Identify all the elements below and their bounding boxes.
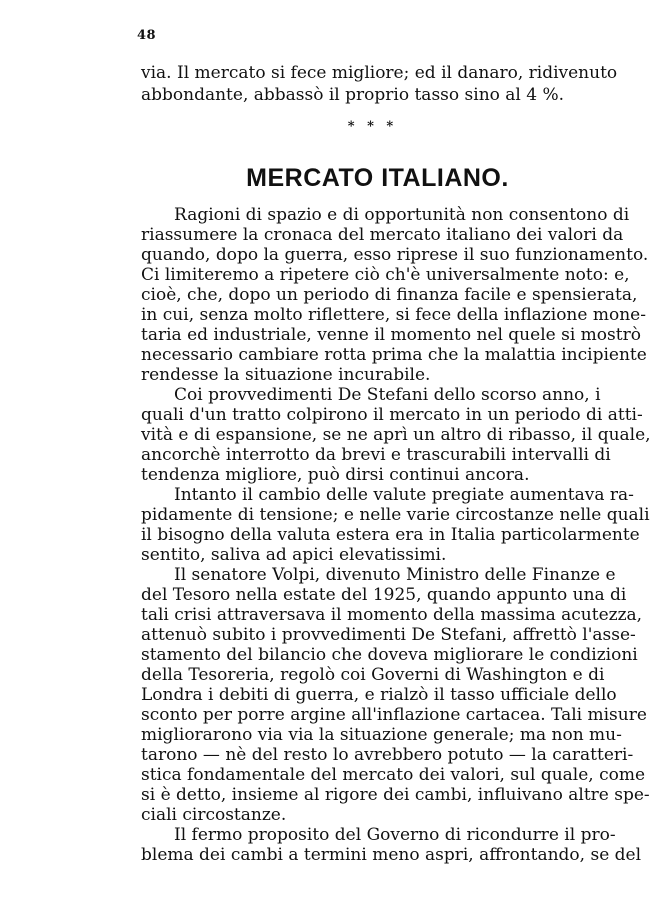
- text-line: Coi provvedimenti De Stefani dello scorso anno, i: [174, 385, 601, 405]
- text-line: sentito, saliva ad apici elevatissimi.: [141, 545, 447, 565]
- text-line: il bisogno della valuta estera era in Italia particolarmente: [141, 525, 640, 545]
- text-line: in cui, senza molto riflettere, si fece della inflazione mone-: [141, 305, 646, 325]
- text-line: Ci limiteremo a ripetere ciò ch'è universalmente noto: e,: [141, 265, 630, 285]
- text-line: della Tesoreria, regolò coi Governi di Washington e di: [141, 665, 605, 685]
- text-line: pidamente di tensione; e nelle varie circostanze nelle quali: [141, 505, 650, 525]
- text-line: tali crisi attraversava il momento della massima acutezza,: [141, 605, 643, 625]
- text-line: sconto per porre argine all'inflazione cartacea. Tali misure: [141, 705, 647, 725]
- text-line: via. Il mercato si fece migliore; ed il danaro, ridivenuto: [141, 63, 618, 83]
- text-line: del Tesoro nella estate del 1925, quando appunto una di: [141, 585, 627, 605]
- text-line: Londra i debiti di guerra, e rialzò il tasso ufficiale dello: [141, 685, 617, 705]
- text-line: Ragioni di spazio e di opportunità non consentono di: [174, 205, 630, 225]
- text-line: rendesse la situazione incurabile.: [141, 365, 431, 385]
- section-heading: MERCATO ITALIANO.: [246, 164, 509, 192]
- text-line: migliorarono via via la situazione generale; ma non mu-: [141, 725, 622, 745]
- text-line: taria ed industriale, venne il momento nel quele si mostrò: [141, 325, 641, 345]
- text-line: ciali circostanze.: [141, 805, 287, 825]
- text-line: quali d'un tratto colpirono il mercato in un periodo di atti-: [141, 405, 643, 425]
- text-line: Il senatore Volpi, divenuto Ministro delle Finanze e: [174, 565, 616, 585]
- text-line: ancorchè interrotto da brevi e trascurabili intervalli di: [141, 445, 611, 465]
- page-number: 48: [137, 28, 157, 43]
- text-line: si è detto, insieme al rigore dei cambi, influivano altre spe-: [141, 785, 650, 805]
- text-line: necessario cambiare rotta prima che la malattia incipiente: [141, 345, 647, 365]
- text-line: quando, dopo la guerra, esso riprese il suo funzionamento.: [141, 245, 649, 265]
- text-line: tarono — nè del resto lo avrebbero potuto — la caratteri-: [141, 745, 634, 765]
- text-line: stamento del bilancio che doveva migliorare le condizioni: [141, 645, 638, 665]
- text-line: Il fermo proposito del Governo di ricondurre il pro-: [174, 825, 616, 845]
- text-line: abbondante, abbassò il proprio tasso sino al 4 %.: [141, 85, 565, 105]
- text-line: vità e di espansione, se ne aprì un altro di ribasso, il quale,: [141, 425, 651, 445]
- section-separator: * * *: [347, 119, 398, 134]
- text-line: cioè, che, dopo un periodo di finanza facile e spensierata,: [141, 285, 638, 305]
- text-line: riassumere la cronaca del mercato italiano dei valori da: [141, 225, 624, 245]
- text-line: Intanto il cambio delle valute pregiate aumentava ra-: [174, 485, 634, 505]
- text-line: blema dei cambi a termini meno aspri, affrontando, se del: [141, 845, 642, 865]
- text-line: stica fondamentale del mercato dei valori, sul quale, come: [141, 765, 646, 785]
- text-line: attenuò subito i provvedimenti De Stefani, affrettò l'asse-: [141, 625, 636, 645]
- text-line: tendenza migliore, può dirsi continui ancora.: [141, 465, 530, 485]
